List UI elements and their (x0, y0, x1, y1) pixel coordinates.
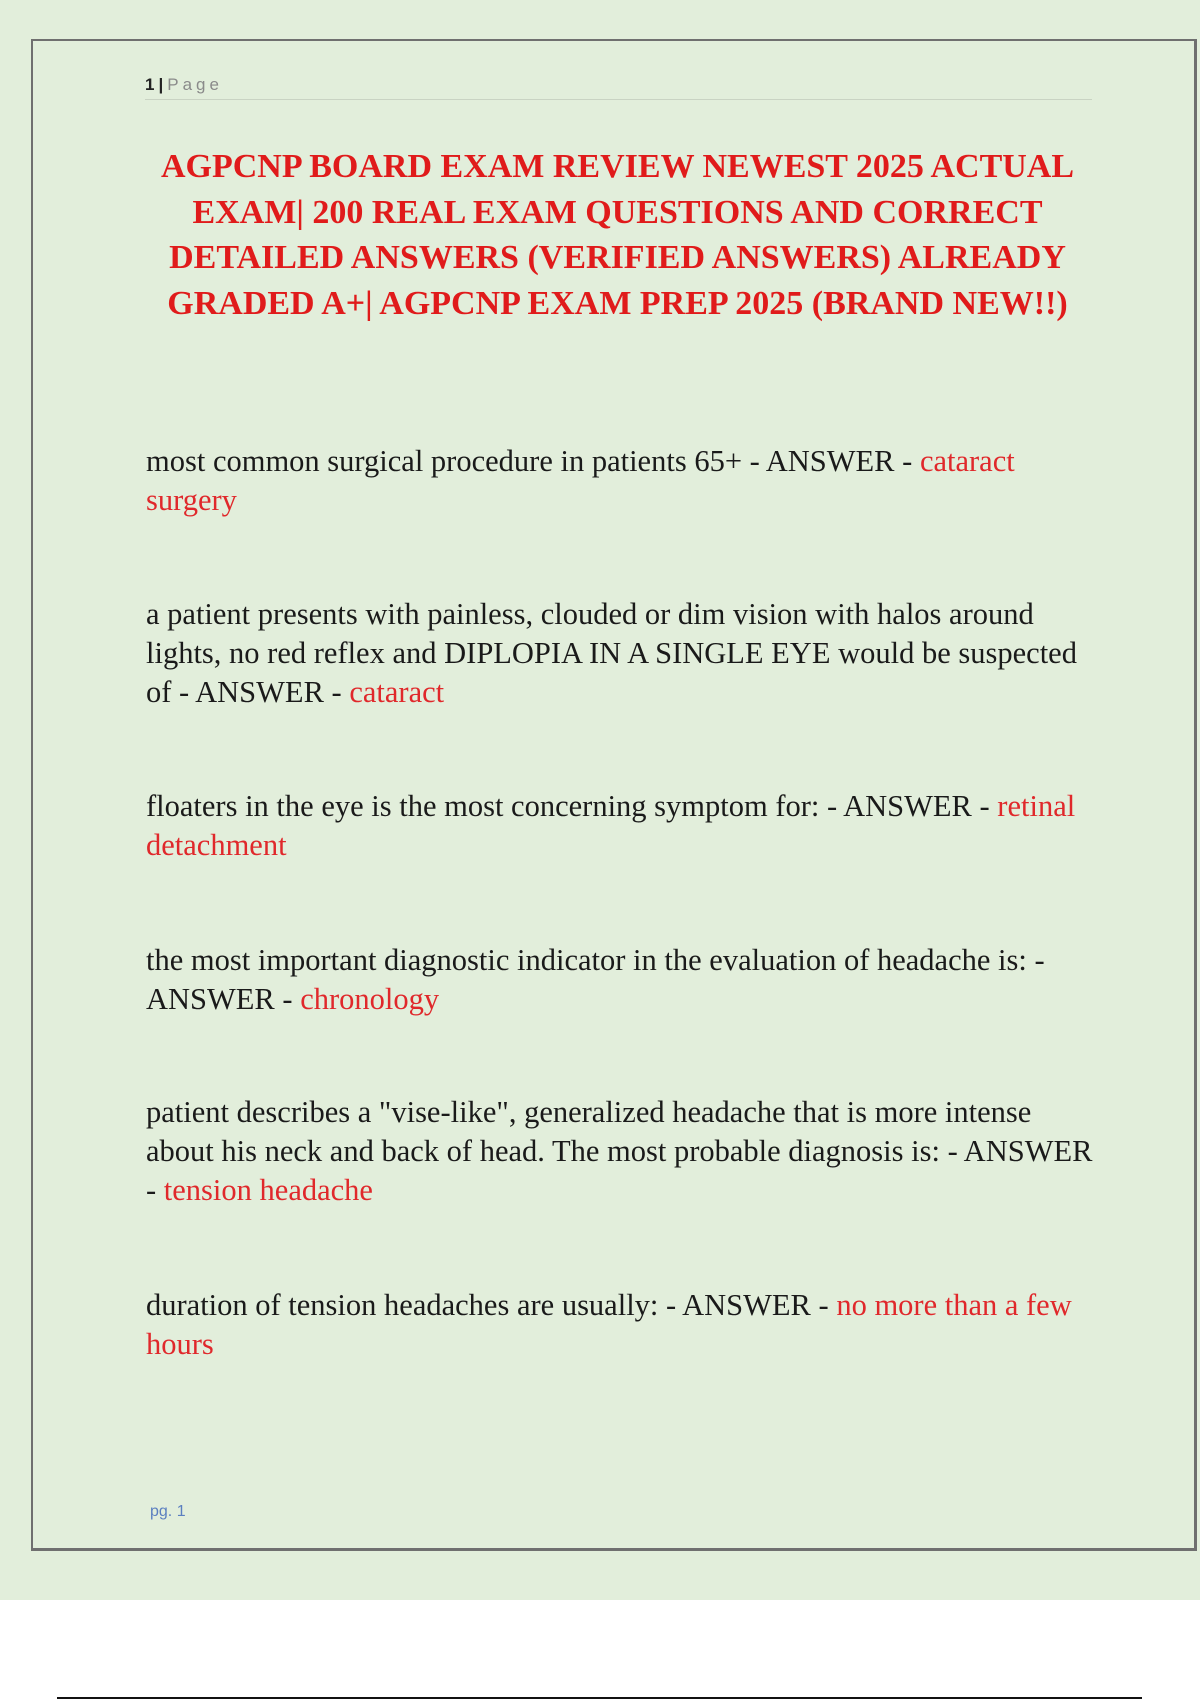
answer-text: no more than a few hours (146, 1288, 1072, 1361)
page-footer: pg. 1 (150, 1503, 186, 1520)
bottom-divider (57, 1697, 1142, 1699)
question-text: a patient presents with painless, clouded or dim vision with halos around lights, no red reflex and DIPLOPIA IN A SINGLE EYE would be suspected of - ANSWER - (146, 597, 1077, 709)
qa-item-2 (146, 595, 1096, 712)
question-text: the most important diagnostic indicator in the evaluation of headache is: - ANSWER - (146, 943, 1045, 1016)
header-separator: | (158, 75, 164, 94)
qa-item-5 (146, 1093, 1096, 1210)
question-text: floaters in the eye is the most concerning symptom for: - ANSWER - (146, 789, 998, 823)
page-header (145, 74, 1092, 100)
answer-text: retinal detachment (146, 789, 1076, 862)
document-title: AGPCNP BOARD EXAM REVIEW NEWEST 2025 ACTUAL EXAM| 200 REAL EXAM QUESTIONS AND CORRECT DETAILED ANSWERS (VERIFIED ANSWERS) ALREADY GRADED A+| AGPCNP EXAM PREP 2025 (BRAND NEW!!) (160, 148, 1075, 322)
qa-item-4 (146, 941, 1096, 1019)
header-page-word: Page (167, 75, 223, 94)
answer-text: cataract surgery (146, 444, 1015, 517)
question-text: patient describes a "vise-like", generalized headache that is more intense about his neck and back of head. The most probable diagnosis is: - ANSWER - (146, 1095, 1093, 1207)
qa-item-6 (146, 1286, 1096, 1364)
qa-item-3 (146, 787, 1096, 865)
answer-text: chronology (300, 982, 440, 1016)
header-page-number: 1 (145, 75, 155, 94)
answer-text: cataract (349, 675, 445, 709)
question-text: most common surgical procedure in patients 65+ - ANSWER - (146, 444, 920, 478)
question-text: duration of tension headaches are usually: - ANSWER - (146, 1288, 837, 1322)
answer-text: tension headache (163, 1173, 373, 1207)
qa-item-1 (146, 442, 1096, 520)
